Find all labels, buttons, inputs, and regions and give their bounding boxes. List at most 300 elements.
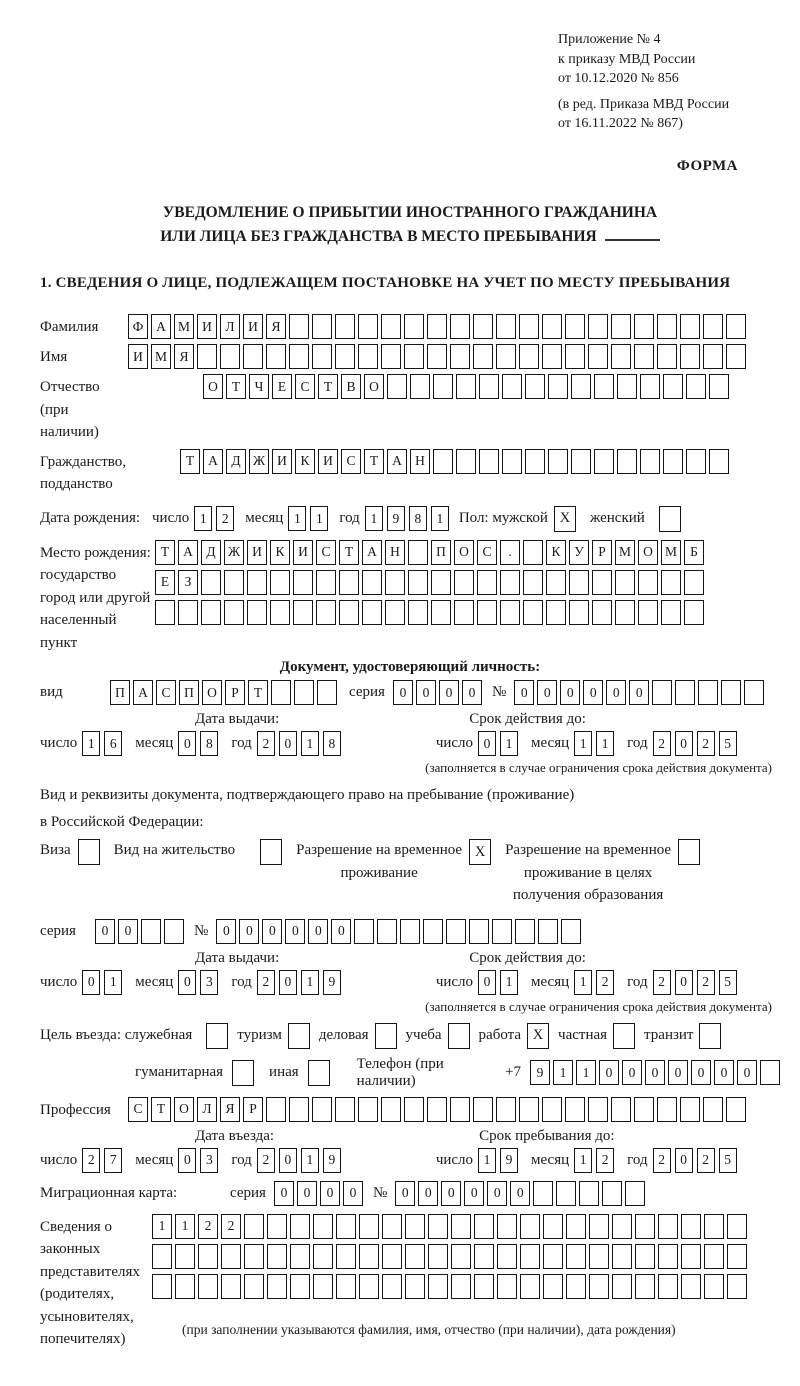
- char-cell[interactable]: З: [178, 570, 198, 595]
- char-cell[interactable]: 0: [462, 680, 482, 705]
- char-cell[interactable]: Р: [225, 680, 245, 705]
- char-cell[interactable]: [652, 680, 672, 705]
- char-cell[interactable]: [428, 1244, 448, 1269]
- char-cell[interactable]: [404, 1097, 424, 1122]
- char-cell[interactable]: [661, 600, 681, 625]
- char-cell[interactable]: [408, 540, 428, 565]
- char-cell[interactable]: 2: [653, 731, 671, 756]
- char-cell[interactable]: О: [638, 540, 658, 565]
- purpose-transit-checkbox[interactable]: [699, 1023, 721, 1049]
- char-cell[interactable]: [611, 1097, 631, 1122]
- char-cell[interactable]: [684, 600, 704, 625]
- char-cell[interactable]: [178, 600, 198, 625]
- temp-residence-checkbox[interactable]: X: [469, 839, 491, 865]
- char-cell[interactable]: [427, 344, 447, 369]
- char-cell[interactable]: [726, 344, 746, 369]
- char-cell[interactable]: [496, 314, 516, 339]
- char-cell[interactable]: [450, 1097, 470, 1122]
- char-cell[interactable]: 1: [576, 1060, 596, 1085]
- char-cell[interactable]: 0: [668, 1060, 688, 1085]
- char-cell[interactable]: 5: [719, 1148, 737, 1173]
- char-cell[interactable]: [339, 600, 359, 625]
- char-cell[interactable]: Т: [248, 680, 268, 705]
- char-cell[interactable]: Ч: [249, 374, 269, 399]
- char-cell[interactable]: О: [203, 374, 223, 399]
- char-cell[interactable]: [335, 1097, 355, 1122]
- char-cell[interactable]: [548, 449, 568, 474]
- char-cell[interactable]: [602, 1181, 622, 1206]
- char-cell[interactable]: [477, 570, 497, 595]
- purpose-business-checkbox[interactable]: [375, 1023, 397, 1049]
- char-cell[interactable]: [625, 1181, 645, 1206]
- char-cell[interactable]: 0: [464, 1181, 484, 1206]
- char-cell[interactable]: Я: [174, 344, 194, 369]
- char-cell[interactable]: [431, 570, 451, 595]
- char-cell[interactable]: [519, 1097, 539, 1122]
- char-cell[interactable]: [404, 344, 424, 369]
- char-cell[interactable]: [312, 314, 332, 339]
- char-cell[interactable]: 0: [599, 1060, 619, 1085]
- char-cell[interactable]: Б: [684, 540, 704, 565]
- char-cell[interactable]: [634, 314, 654, 339]
- char-cell[interactable]: [565, 1097, 585, 1122]
- temp-residence-edu-checkbox[interactable]: [678, 839, 700, 865]
- char-cell[interactable]: М: [615, 540, 635, 565]
- char-cell[interactable]: [680, 1097, 700, 1122]
- char-cell[interactable]: Т: [226, 374, 246, 399]
- char-cell[interactable]: [727, 1214, 747, 1239]
- char-cell[interactable]: [634, 1097, 654, 1122]
- char-cell[interactable]: 0: [274, 1181, 294, 1206]
- char-cell[interactable]: [681, 1244, 701, 1269]
- char-cell[interactable]: 1: [82, 731, 100, 756]
- char-cell[interactable]: 1: [194, 506, 212, 531]
- char-cell[interactable]: [427, 1097, 447, 1122]
- char-cell[interactable]: [589, 1244, 609, 1269]
- char-cell[interactable]: [726, 314, 746, 339]
- char-cell[interactable]: [533, 1181, 553, 1206]
- char-cell[interactable]: М: [661, 540, 681, 565]
- char-cell[interactable]: Я: [266, 314, 286, 339]
- char-cell[interactable]: [197, 344, 217, 369]
- char-cell[interactable]: [359, 1274, 379, 1299]
- char-cell[interactable]: [565, 344, 585, 369]
- char-cell[interactable]: [358, 344, 378, 369]
- char-cell[interactable]: [382, 1244, 402, 1269]
- char-cell[interactable]: [566, 1244, 586, 1269]
- char-cell[interactable]: И: [318, 449, 338, 474]
- char-cell[interactable]: [313, 1214, 333, 1239]
- char-cell[interactable]: [588, 1097, 608, 1122]
- char-cell[interactable]: Е: [272, 374, 292, 399]
- char-cell[interactable]: С: [341, 449, 361, 474]
- char-cell[interactable]: [152, 1244, 172, 1269]
- char-cell[interactable]: 0: [737, 1060, 757, 1085]
- char-cell[interactable]: [289, 1097, 309, 1122]
- char-cell[interactable]: 1: [553, 1060, 573, 1085]
- char-cell[interactable]: Д: [201, 540, 221, 565]
- char-cell[interactable]: [635, 1244, 655, 1269]
- char-cell[interactable]: 1: [596, 731, 614, 756]
- char-cell[interactable]: 2: [216, 506, 234, 531]
- char-cell[interactable]: [362, 570, 382, 595]
- char-cell[interactable]: [201, 600, 221, 625]
- char-cell[interactable]: [381, 314, 401, 339]
- char-cell[interactable]: [640, 374, 660, 399]
- char-cell[interactable]: [271, 680, 291, 705]
- char-cell[interactable]: 1: [365, 506, 383, 531]
- char-cell[interactable]: 0: [118, 919, 138, 944]
- char-cell[interactable]: [221, 1244, 241, 1269]
- char-cell[interactable]: [703, 1097, 723, 1122]
- char-cell[interactable]: [382, 1274, 402, 1299]
- char-cell[interactable]: Е: [155, 570, 175, 595]
- char-cell[interactable]: 1: [152, 1214, 172, 1239]
- char-cell[interactable]: 0: [510, 1181, 530, 1206]
- char-cell[interactable]: Р: [243, 1097, 263, 1122]
- char-cell[interactable]: [523, 600, 543, 625]
- char-cell[interactable]: [152, 1274, 172, 1299]
- char-cell[interactable]: [565, 314, 585, 339]
- char-cell[interactable]: [612, 1244, 632, 1269]
- char-cell[interactable]: [617, 449, 637, 474]
- purpose-tourism-checkbox[interactable]: [288, 1023, 310, 1049]
- char-cell[interactable]: [542, 314, 562, 339]
- char-cell[interactable]: [404, 314, 424, 339]
- char-cell[interactable]: [546, 600, 566, 625]
- char-cell[interactable]: [612, 1214, 632, 1239]
- char-cell[interactable]: 9: [530, 1060, 550, 1085]
- char-cell[interactable]: [502, 374, 522, 399]
- char-cell[interactable]: [477, 600, 497, 625]
- char-cell[interactable]: 0: [82, 970, 100, 995]
- char-cell[interactable]: [661, 570, 681, 595]
- char-cell[interactable]: [362, 600, 382, 625]
- char-cell[interactable]: С: [156, 680, 176, 705]
- char-cell[interactable]: А: [178, 540, 198, 565]
- char-cell[interactable]: [474, 1244, 494, 1269]
- char-cell[interactable]: 0: [395, 1181, 415, 1206]
- char-cell[interactable]: К: [270, 540, 290, 565]
- char-cell[interactable]: [266, 1097, 286, 1122]
- char-cell[interactable]: [658, 1214, 678, 1239]
- char-cell[interactable]: 2: [697, 731, 715, 756]
- char-cell[interactable]: [354, 919, 374, 944]
- char-cell[interactable]: 0: [331, 919, 351, 944]
- char-cell[interactable]: [681, 1274, 701, 1299]
- char-cell[interactable]: 1: [500, 731, 518, 756]
- char-cell[interactable]: [456, 374, 476, 399]
- char-cell[interactable]: [634, 344, 654, 369]
- char-cell[interactable]: 2: [257, 970, 275, 995]
- char-cell[interactable]: [615, 570, 635, 595]
- char-cell[interactable]: [727, 1274, 747, 1299]
- char-cell[interactable]: [358, 314, 378, 339]
- char-cell[interactable]: К: [295, 449, 315, 474]
- char-cell[interactable]: 1: [310, 506, 328, 531]
- purpose-private-checkbox[interactable]: [613, 1023, 635, 1049]
- char-cell[interactable]: [569, 600, 589, 625]
- char-cell[interactable]: 1: [500, 970, 518, 995]
- char-cell[interactable]: Т: [155, 540, 175, 565]
- char-cell[interactable]: [474, 1274, 494, 1299]
- char-cell[interactable]: [617, 374, 637, 399]
- char-cell[interactable]: 8: [323, 731, 341, 756]
- char-cell[interactable]: [141, 919, 161, 944]
- char-cell[interactable]: П: [431, 540, 451, 565]
- char-cell[interactable]: А: [151, 314, 171, 339]
- char-cell[interactable]: [381, 1097, 401, 1122]
- char-cell[interactable]: [433, 374, 453, 399]
- char-cell[interactable]: [497, 1214, 517, 1239]
- char-cell[interactable]: 0: [487, 1181, 507, 1206]
- char-cell[interactable]: [385, 570, 405, 595]
- char-cell[interactable]: [704, 1214, 724, 1239]
- male-checkbox[interactable]: X: [554, 506, 576, 532]
- char-cell[interactable]: О: [174, 1097, 194, 1122]
- char-cell[interactable]: [635, 1274, 655, 1299]
- char-cell[interactable]: [571, 374, 591, 399]
- char-cell[interactable]: В: [341, 374, 361, 399]
- char-cell[interactable]: [635, 1214, 655, 1239]
- char-cell[interactable]: [657, 1097, 677, 1122]
- char-cell[interactable]: [473, 314, 493, 339]
- char-cell[interactable]: 0: [622, 1060, 642, 1085]
- char-cell[interactable]: А: [133, 680, 153, 705]
- char-cell[interactable]: [611, 314, 631, 339]
- char-cell[interactable]: 0: [320, 1181, 340, 1206]
- char-cell[interactable]: Ж: [224, 540, 244, 565]
- char-cell[interactable]: [479, 449, 499, 474]
- char-cell[interactable]: [469, 919, 489, 944]
- char-cell[interactable]: [175, 1244, 195, 1269]
- char-cell[interactable]: [405, 1244, 425, 1269]
- char-cell[interactable]: 0: [239, 919, 259, 944]
- char-cell[interactable]: 2: [596, 970, 614, 995]
- char-cell[interactable]: 0: [416, 680, 436, 705]
- char-cell[interactable]: С: [295, 374, 315, 399]
- char-cell[interactable]: Т: [180, 449, 200, 474]
- char-cell[interactable]: 1: [288, 506, 306, 531]
- char-cell[interactable]: 0: [308, 919, 328, 944]
- char-cell[interactable]: Ж: [249, 449, 269, 474]
- char-cell[interactable]: [339, 570, 359, 595]
- char-cell[interactable]: 0: [606, 680, 626, 705]
- char-cell[interactable]: [451, 1214, 471, 1239]
- char-cell[interactable]: [385, 600, 405, 625]
- char-cell[interactable]: [387, 374, 407, 399]
- char-cell[interactable]: 2: [653, 1148, 671, 1173]
- char-cell[interactable]: О: [454, 540, 474, 565]
- residence-permit-checkbox[interactable]: [260, 839, 282, 865]
- char-cell[interactable]: [566, 1274, 586, 1299]
- char-cell[interactable]: [727, 1244, 747, 1269]
- char-cell[interactable]: [525, 449, 545, 474]
- char-cell[interactable]: [680, 314, 700, 339]
- char-cell[interactable]: [709, 449, 729, 474]
- char-cell[interactable]: [542, 1097, 562, 1122]
- char-cell[interactable]: [266, 344, 286, 369]
- char-cell[interactable]: [638, 600, 658, 625]
- char-cell[interactable]: 2: [221, 1214, 241, 1239]
- char-cell[interactable]: [450, 344, 470, 369]
- char-cell[interactable]: У: [569, 540, 589, 565]
- char-cell[interactable]: [336, 1214, 356, 1239]
- char-cell[interactable]: [523, 540, 543, 565]
- char-cell[interactable]: [224, 600, 244, 625]
- char-cell[interactable]: [289, 314, 309, 339]
- char-cell[interactable]: [451, 1244, 471, 1269]
- char-cell[interactable]: [244, 1214, 264, 1239]
- char-cell[interactable]: [293, 600, 313, 625]
- char-cell[interactable]: [502, 449, 522, 474]
- char-cell[interactable]: [657, 314, 677, 339]
- char-cell[interactable]: [155, 600, 175, 625]
- char-cell[interactable]: 0: [178, 731, 196, 756]
- char-cell[interactable]: 0: [583, 680, 603, 705]
- char-cell[interactable]: [267, 1244, 287, 1269]
- char-cell[interactable]: [500, 570, 520, 595]
- char-cell[interactable]: [703, 344, 723, 369]
- char-cell[interactable]: [313, 1274, 333, 1299]
- female-checkbox[interactable]: [659, 506, 681, 532]
- char-cell[interactable]: [704, 1274, 724, 1299]
- char-cell[interactable]: [312, 1097, 332, 1122]
- char-cell[interactable]: Ф: [128, 314, 148, 339]
- visa-checkbox[interactable]: [78, 839, 100, 865]
- char-cell[interactable]: [709, 374, 729, 399]
- char-cell[interactable]: 1: [431, 506, 449, 531]
- char-cell[interactable]: 0: [439, 680, 459, 705]
- char-cell[interactable]: [520, 1244, 540, 1269]
- char-cell[interactable]: [474, 1214, 494, 1239]
- char-cell[interactable]: [543, 1214, 563, 1239]
- char-cell[interactable]: 0: [514, 680, 534, 705]
- char-cell[interactable]: 1: [301, 731, 319, 756]
- char-cell[interactable]: [698, 680, 718, 705]
- char-cell[interactable]: 0: [95, 919, 115, 944]
- char-cell[interactable]: 9: [323, 970, 341, 995]
- char-cell[interactable]: 0: [393, 680, 413, 705]
- char-cell[interactable]: [377, 919, 397, 944]
- char-cell[interactable]: 0: [285, 919, 305, 944]
- char-cell[interactable]: [684, 570, 704, 595]
- char-cell[interactable]: 0: [262, 919, 282, 944]
- char-cell[interactable]: [267, 1274, 287, 1299]
- char-cell[interactable]: И: [128, 344, 148, 369]
- char-cell[interactable]: [538, 919, 558, 944]
- char-cell[interactable]: [382, 1214, 402, 1239]
- char-cell[interactable]: 2: [653, 970, 671, 995]
- char-cell[interactable]: [657, 344, 677, 369]
- char-cell[interactable]: [428, 1274, 448, 1299]
- char-cell[interactable]: [427, 314, 447, 339]
- char-cell[interactable]: [336, 1274, 356, 1299]
- char-cell[interactable]: 0: [675, 731, 693, 756]
- char-cell[interactable]: [289, 344, 309, 369]
- char-cell[interactable]: [428, 1214, 448, 1239]
- char-cell[interactable]: 2: [257, 731, 275, 756]
- char-cell[interactable]: [588, 344, 608, 369]
- char-cell[interactable]: [198, 1244, 218, 1269]
- char-cell[interactable]: [744, 680, 764, 705]
- char-cell[interactable]: А: [203, 449, 223, 474]
- char-cell[interactable]: [556, 1181, 576, 1206]
- char-cell[interactable]: .: [500, 540, 520, 565]
- char-cell[interactable]: [450, 314, 470, 339]
- char-cell[interactable]: [675, 680, 695, 705]
- char-cell[interactable]: [519, 314, 539, 339]
- char-cell[interactable]: 0: [629, 680, 649, 705]
- char-cell[interactable]: [247, 600, 267, 625]
- char-cell[interactable]: [316, 600, 336, 625]
- char-cell[interactable]: 5: [719, 970, 737, 995]
- char-cell[interactable]: [658, 1274, 678, 1299]
- char-cell[interactable]: [358, 1097, 378, 1122]
- char-cell[interactable]: [703, 314, 723, 339]
- char-cell[interactable]: [594, 449, 614, 474]
- char-cell[interactable]: [381, 344, 401, 369]
- char-cell[interactable]: И: [197, 314, 217, 339]
- char-cell[interactable]: [520, 1214, 540, 1239]
- char-cell[interactable]: М: [151, 344, 171, 369]
- char-cell[interactable]: [400, 919, 420, 944]
- char-cell[interactable]: 9: [387, 506, 405, 531]
- char-cell[interactable]: [496, 1097, 516, 1122]
- char-cell[interactable]: [543, 1244, 563, 1269]
- char-cell[interactable]: [592, 600, 612, 625]
- char-cell[interactable]: [408, 570, 428, 595]
- char-cell[interactable]: [479, 374, 499, 399]
- char-cell[interactable]: Н: [410, 449, 430, 474]
- char-cell[interactable]: С: [477, 540, 497, 565]
- char-cell[interactable]: Т: [364, 449, 384, 474]
- char-cell[interactable]: [473, 344, 493, 369]
- char-cell[interactable]: [316, 570, 336, 595]
- char-cell[interactable]: [408, 600, 428, 625]
- char-cell[interactable]: И: [243, 314, 263, 339]
- char-cell[interactable]: [431, 600, 451, 625]
- char-cell[interactable]: [561, 919, 581, 944]
- char-cell[interactable]: П: [110, 680, 130, 705]
- char-cell[interactable]: [543, 1274, 563, 1299]
- char-cell[interactable]: 0: [714, 1060, 734, 1085]
- char-cell[interactable]: 0: [537, 680, 557, 705]
- char-cell[interactable]: [663, 449, 683, 474]
- char-cell[interactable]: А: [362, 540, 382, 565]
- char-cell[interactable]: 0: [441, 1181, 461, 1206]
- char-cell[interactable]: [546, 570, 566, 595]
- char-cell[interactable]: 1: [574, 731, 592, 756]
- char-cell[interactable]: [680, 344, 700, 369]
- char-cell[interactable]: [270, 570, 290, 595]
- char-cell[interactable]: [686, 374, 706, 399]
- char-cell[interactable]: Л: [220, 314, 240, 339]
- char-cell[interactable]: [359, 1244, 379, 1269]
- purpose-other-checkbox[interactable]: [308, 1060, 330, 1086]
- char-cell[interactable]: [566, 1214, 586, 1239]
- char-cell[interactable]: [293, 570, 313, 595]
- char-cell[interactable]: С: [316, 540, 336, 565]
- char-cell[interactable]: П: [179, 680, 199, 705]
- char-cell[interactable]: Я: [220, 1097, 240, 1122]
- char-cell[interactable]: [359, 1214, 379, 1239]
- char-cell[interactable]: 0: [645, 1060, 665, 1085]
- char-cell[interactable]: [589, 1214, 609, 1239]
- char-cell[interactable]: 0: [279, 970, 297, 995]
- char-cell[interactable]: [267, 1214, 287, 1239]
- char-cell[interactable]: [497, 1244, 517, 1269]
